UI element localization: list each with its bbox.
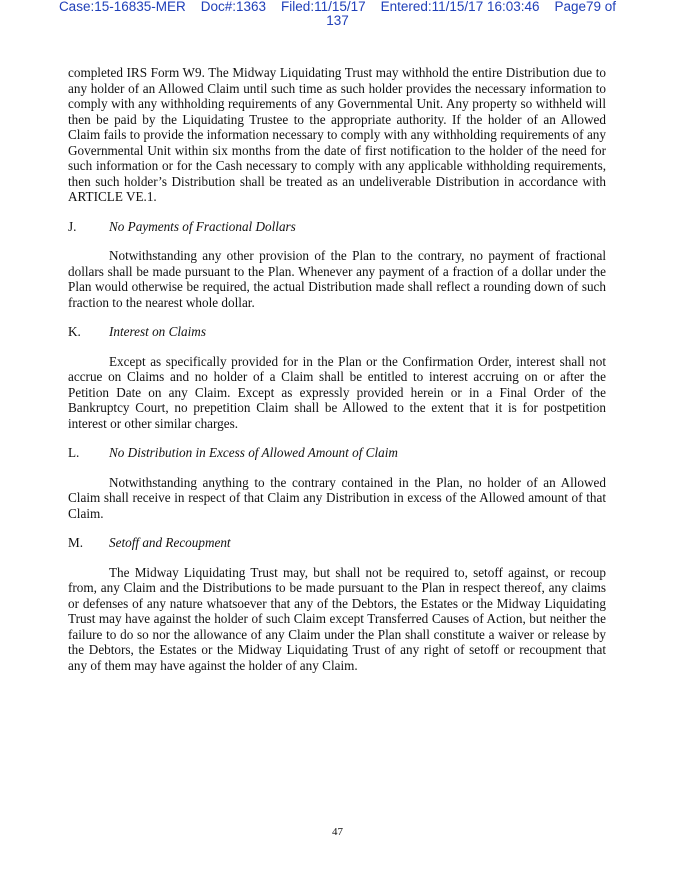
section-number: J. — [68, 218, 77, 234]
section-paragraph-m: The Midway Liquidating Trust may, but shall not be required to, setoff against, or recoup from, any Claim and the Distributions to be made pursuant to the Plan in respect thereof, any claims or defenses of any nature whatsoever that any of the Debtors, the Estates or the Midway Liquidating Trust may have against the holder of such Claim except Transferred Causes of Action, but neither the failure to do so nor the allowance of any Claim under the Plan shall constitute a waiver or release by the Debtors, the Estates or the Midway Liquidating Trust of any right of setoff or recoupment that any of them may have against the holder of any Claim. — [68, 564, 606, 673]
section-number: L. — [68, 445, 80, 460]
section-title: No Distribution in Excess of Allowed Amount of Claim — [109, 445, 398, 460]
intro-paragraph: completed IRS Form W9. The Midway Liquidating Trust may withhold the entire Distribution due to any holder of an Allowed Claim until such time as such holder provides the necessary information to comply with any withholding requirements of any Governmental Unit. Any property so withheld will then be paid by the Liquidating Trustee to the appropriate authority. If the holder of an Allowed Claim fails to provide the information necessary to comply with any withholding requirements of any Governmental Unit within six months from the date of first notification to the holder of the need for such information or for the Cash necessary to comply with any applicable withholding requirements, then such holder’s Distribution shall be treated as an undeliverable Distribution in accordance with ARTICLE VE.1. — [68, 65, 606, 204]
section-heading-l — [68, 445, 606, 461]
filing-header-line2: 137 — [326, 13, 349, 28]
section-heading-j — [68, 219, 606, 235]
section-paragraph-j: Notwithstanding any other provision of the Plan to the contrary, no payment of fractional dollars shall be made pursuant to the Plan. Whenever any payment of a fraction of a dollar under the Plan would otherwise be required, the actual Distribution made shall reflect a rounding down of such fraction to the nearest whole dollar. — [68, 248, 606, 310]
document-body — [68, 65, 606, 673]
section-number: M. — [68, 535, 84, 550]
section-heading-k — [68, 324, 606, 340]
page-number: 47 — [332, 826, 343, 838]
section-number: K. — [68, 324, 81, 339]
section-title: Setoff and Recoupment — [109, 535, 231, 550]
court-filing-header — [0, 0, 675, 28]
section-heading-m — [68, 535, 606, 551]
filing-header-line1: Case:15-16835-MER Doc#:1363 Filed:11/15/17 Entered:11/15/17 16:03:46 Page79 of — [58, 0, 617, 14]
section-paragraph-k: Except as specifically provided for in the Plan or the Confirmation Order, interest shall not accrue on Claims and no holder of a Claim shall be entitled to interest accruing on or after the Petition Date on any Claim. Except as expressly provided herein or in a Final Order of the Bankruptcy Court, no prepetition Claim shall be Allowed to the extent that it is for postpetition interest or other similar charges. — [68, 353, 606, 431]
section-title: Interest on Claims — [109, 324, 206, 339]
section-paragraph-l: Notwithstanding anything to the contrary contained in the Plan, no holder of an Allowed Claim shall receive in respect of that Claim any Distribution in excess of the Allowed amount of that Claim. — [68, 474, 606, 521]
section-title: No Payments of Fractional Dollars — [109, 218, 296, 234]
